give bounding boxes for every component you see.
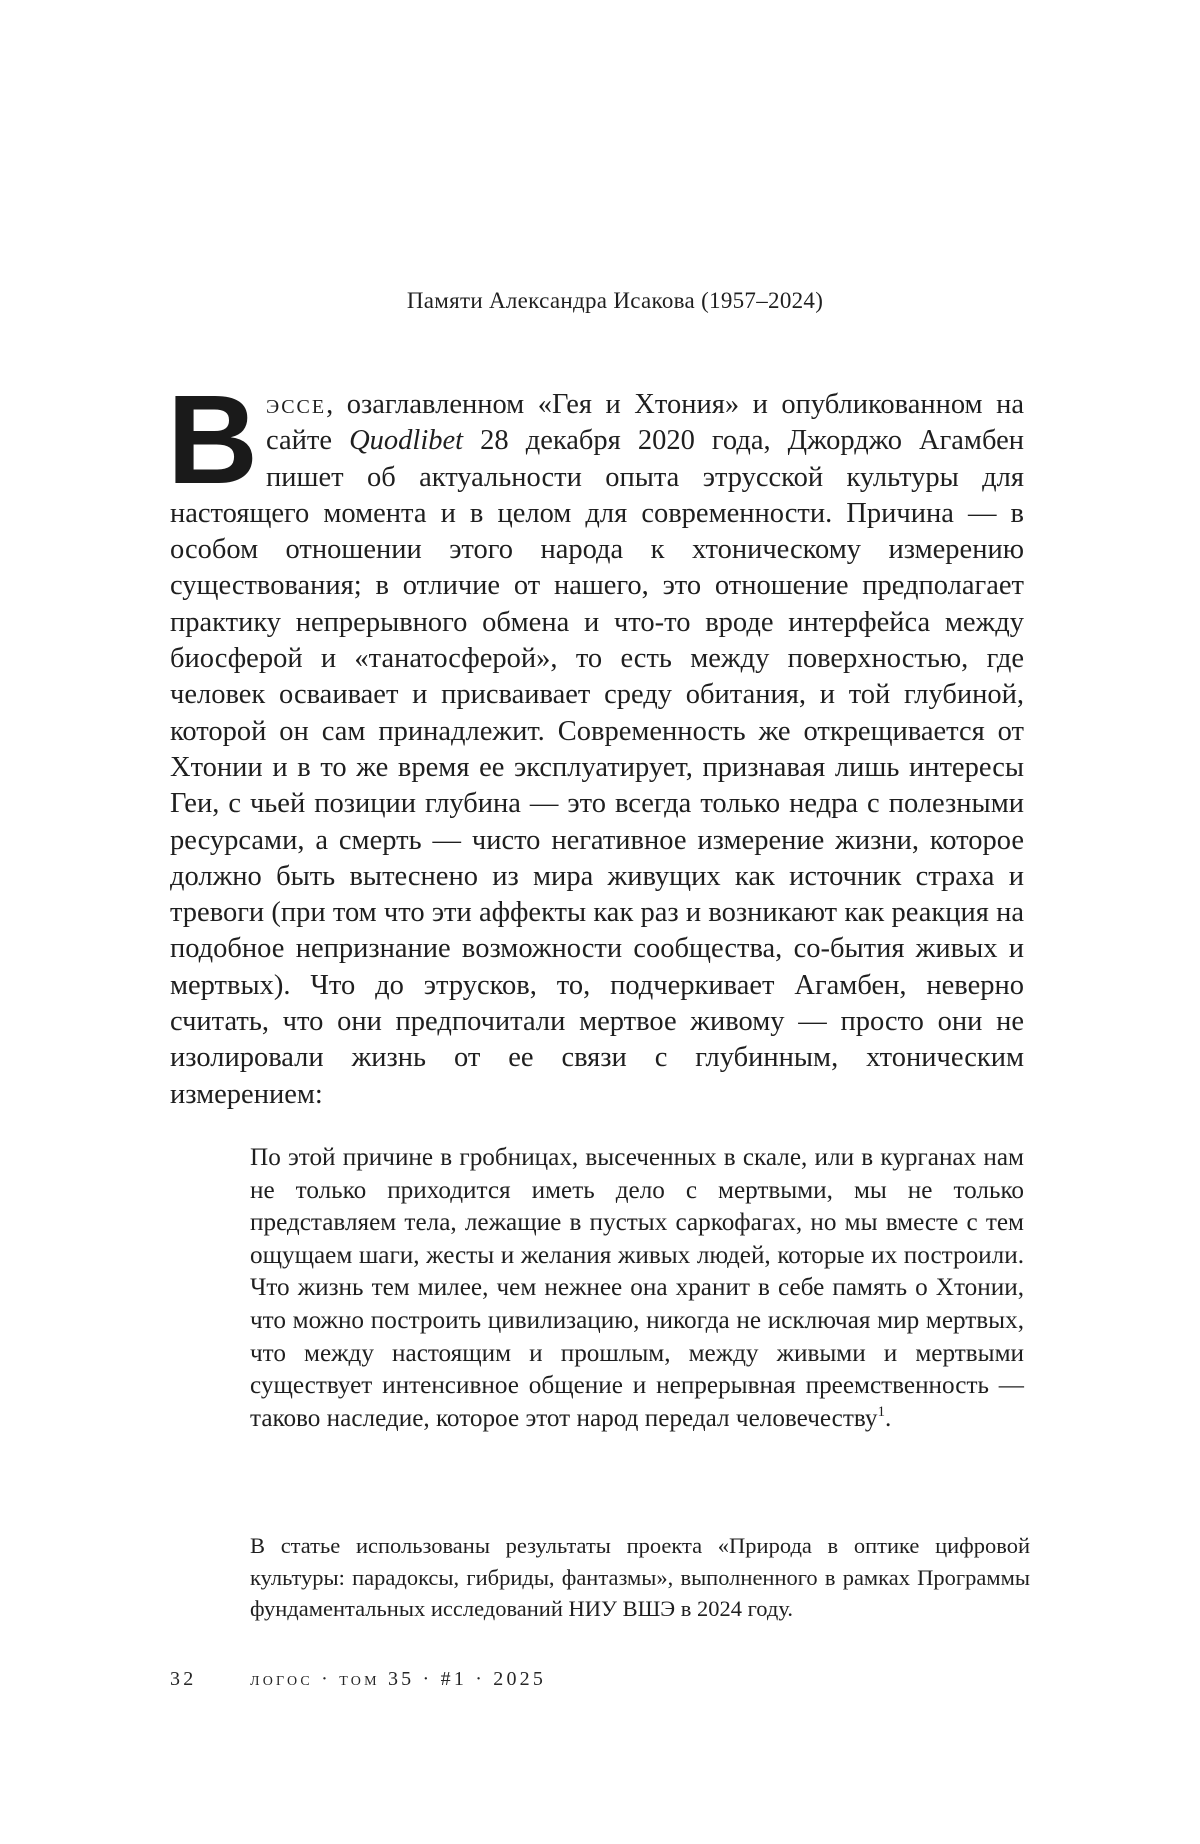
site-name: Quodlibet	[349, 425, 464, 457]
block-quote	[250, 1142, 1024, 1435]
journal-info: логос · том 35 · #1 · 2025	[250, 1668, 547, 1690]
footnote-marker: 1	[877, 1403, 885, 1420]
lead-word: эссе	[266, 389, 327, 420]
dedication: Памяти Александра Исакова (1957–2024)	[406, 288, 824, 313]
quote-text: По этой причине в гробницах, высеченных в скале, или в курганах нам не только приходится иметь дело с мертвыми, мы не только представляем тела, лежащие в пустых саркофагах, но мы вместе с тем ощущаем шаги, жесты и желания живых людей, которые их построили. Что жизнь тем милее, чем нежнее она хранит в себе память о Хтонии, что можно построить цивилизацию, никогда не исключая мир мертвых, что между настоящим и прошлым, между живыми и мертвыми существует интенсивное общение и непрерывная преемственность — таково наследие, которое этот народ передал человечеству	[250, 1144, 1024, 1432]
page-number: 32	[170, 1668, 197, 1690]
paragraph-text-start: , озаглавленном «Гея и Хтония» и опубликованном на сайте	[266, 389, 1024, 457]
paragraph-text-rest: 28 декабря 2020 года, Джорджо Агамбен пишет об актуальности опыта этрусской культуры для настоящего момента и в целом для современности. Причина — в особом отношении этого народа к хтоническому измерению существования; в отличие от нашего, это отношение предполагает практику непрерывного обмена и что-то вроде интерфейса между биосферой и «танатосферой», то есть между поверхностью, где человек осваивает и присваивает среду обитания, и той глубиной, которой он сам принадлежит. Современность же открещивается от Хтонии и в то же время ее эксплуатирует, признавая лишь интересы Геи, с чьей позиции глубина — это всегда только недра с полезными ресурсами, а смерть — чисто негативное измерение жизни, которое должно быть вытеснено из мира живущих как источник страха и тревоги (при том что эти аффекты как раз и возникают как реакция на подобное непризнание возможности сообщества, со-бытия живых и мертвых). Что до этрусков, то, подчеркивает Агамбен, неверно считать, что они предпочитали мертвое живому — просто они не изолировали жизнь от ее связи с глубинным, хтоническим измерением:	[170, 425, 1024, 1110]
footnote: В статье использованы результаты проекта «Природа в оптике цифровой культуры: парадоксы, гибриды, фантазмы», выполненного в рамках Программы фундаментальных исследований НИУ ВШЭ в 2024 году.	[250, 1533, 1030, 1621]
quote-end: .	[885, 1404, 892, 1432]
running-footer	[170, 1668, 546, 1691]
drop-cap: В	[167, 369, 258, 510]
main-paragraph	[167, 369, 1024, 1113]
